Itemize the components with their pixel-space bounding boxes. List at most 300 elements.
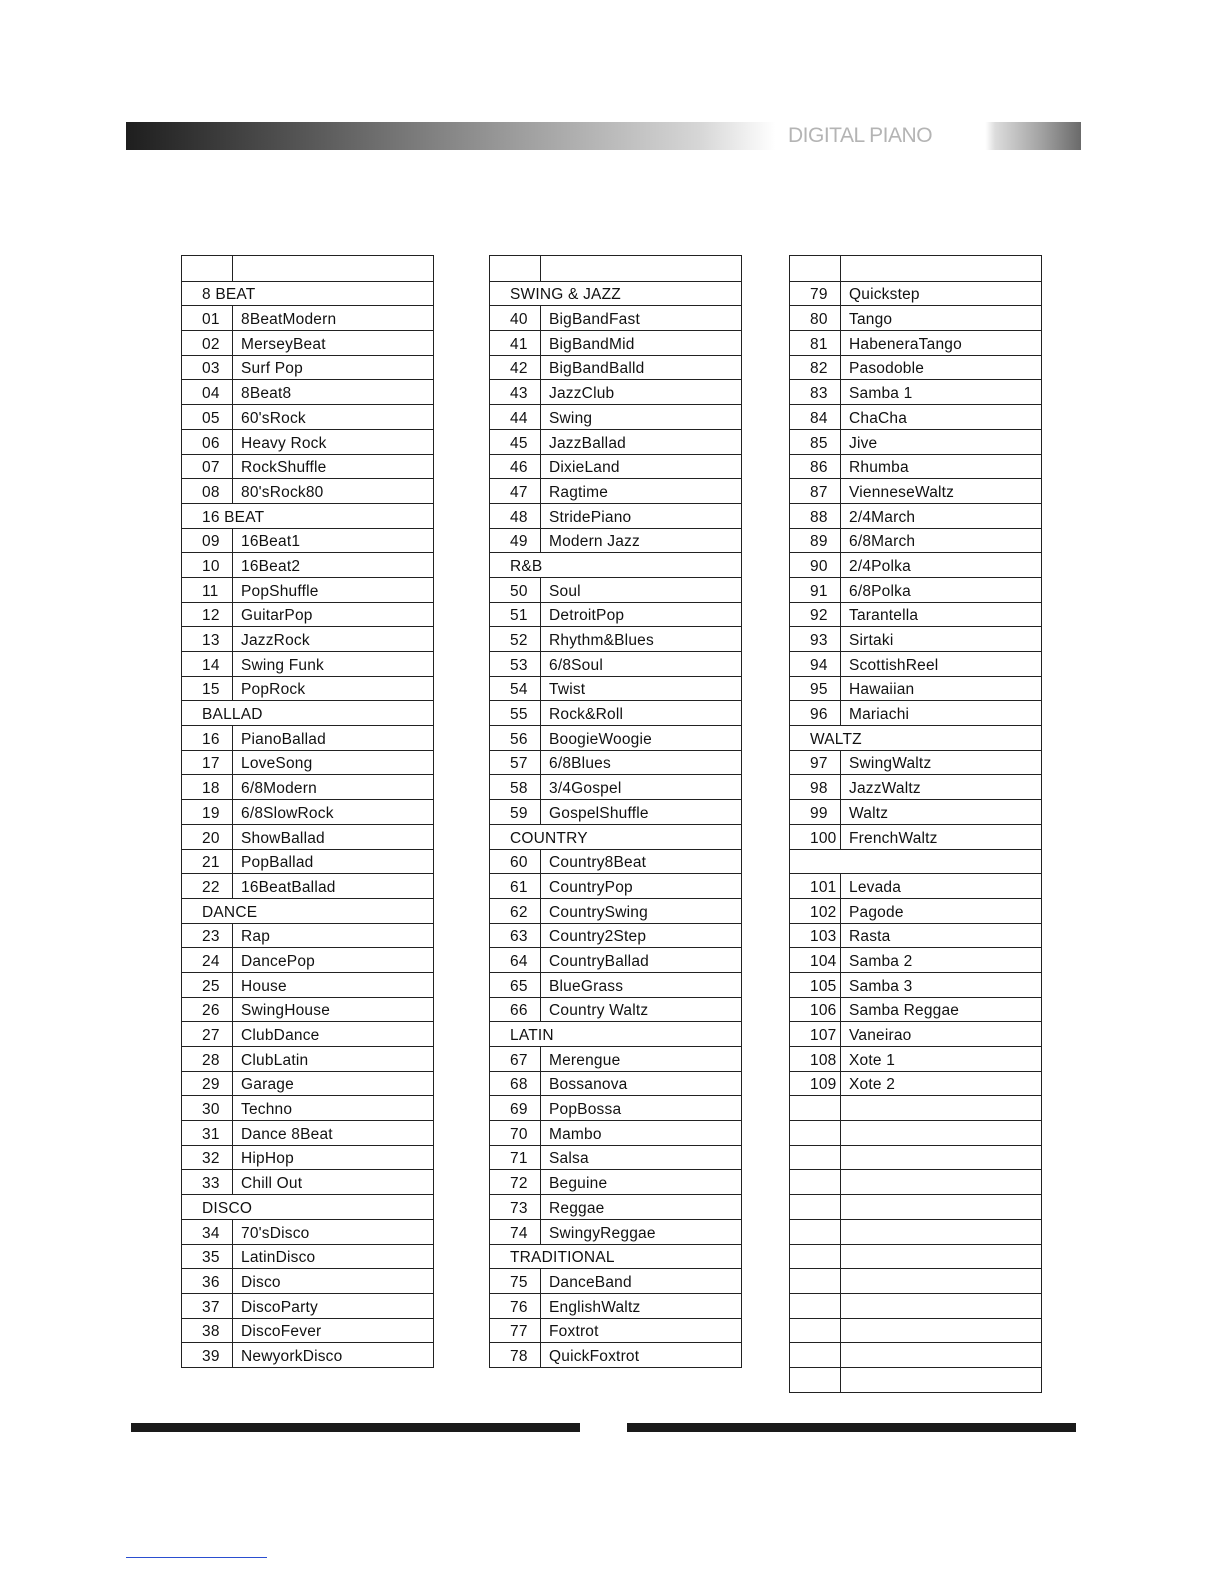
style-number: 27: [182, 1022, 233, 1046]
style-number: 107: [790, 1022, 841, 1046]
style-row: [490, 404, 741, 429]
style-table-column-2: [489, 255, 742, 1368]
style-number: 80: [790, 306, 841, 330]
style-number: 34: [182, 1220, 233, 1244]
style-name: GospelShuffle: [549, 804, 649, 822]
style-row: [182, 1095, 433, 1120]
style-name: Waltz: [849, 804, 889, 822]
style-row: [490, 1268, 741, 1293]
category-row: 16 BEAT: [182, 503, 433, 528]
style-number: 62: [490, 899, 541, 923]
style-number: 26: [182, 998, 233, 1022]
style-number: 81: [790, 331, 841, 355]
style-name: Modern Jazz: [549, 533, 640, 551]
style-row: [182, 1120, 433, 1145]
style-number: 83: [790, 380, 841, 404]
style-name: PianoBallad: [241, 730, 326, 748]
style-row: [182, 997, 433, 1022]
style-row: [790, 824, 1041, 849]
header-gradient-bar: [126, 122, 1081, 150]
style-number: 10: [182, 553, 233, 577]
style-number: 28: [182, 1047, 233, 1071]
style-number: 21: [182, 850, 233, 874]
style-name: Hawaiian: [849, 681, 915, 699]
style-name: Tarantella: [849, 607, 919, 625]
style-name: MerseyBeat: [241, 335, 326, 353]
style-name: [841, 1243, 1041, 1244]
style-number: [790, 1269, 841, 1293]
style-row: [490, 873, 741, 898]
style-number: 52: [490, 627, 541, 651]
style-row: [182, 330, 433, 355]
style-number: 73: [490, 1195, 541, 1219]
style-row: [790, 577, 1041, 602]
style-row: [790, 1194, 1041, 1219]
style-name: VienneseWaltz: [849, 483, 955, 501]
style-number: 54: [490, 677, 541, 701]
style-name: [841, 1218, 1041, 1219]
style-number: 57: [490, 751, 541, 775]
style-row: [182, 972, 433, 997]
style-number: 64: [490, 948, 541, 972]
style-number: 50: [490, 578, 541, 602]
style-number: 91: [790, 578, 841, 602]
style-row: [182, 824, 433, 849]
style-number: 63: [490, 924, 541, 948]
style-number: 98: [790, 775, 841, 799]
style-row: [790, 651, 1041, 676]
style-row: [182, 849, 433, 874]
style-name: Samba 3: [849, 977, 913, 995]
style-name: CountryBallad: [549, 952, 649, 970]
style-number: 30: [182, 1096, 233, 1120]
style-number: [490, 256, 541, 281]
style-row: [790, 898, 1041, 923]
style-number: 07: [182, 455, 233, 479]
style-name: 3/4Gospel: [549, 780, 622, 798]
style-name: Pagode: [849, 903, 904, 921]
style-row: [790, 1342, 1041, 1367]
style-name: ClubDance: [241, 1027, 320, 1044]
style-name: Swing: [549, 409, 593, 427]
style-number: 96: [790, 701, 841, 725]
style-number: 101: [790, 874, 841, 898]
style-row: [182, 552, 433, 577]
style-row: [490, 997, 741, 1022]
style-row: [490, 849, 741, 874]
style-row: [490, 947, 741, 972]
style-name: Samba 1: [849, 385, 913, 403]
style-number: 33: [182, 1170, 233, 1194]
style-row: [182, 305, 433, 330]
style-row: [490, 330, 741, 355]
category-row: DANCE: [182, 898, 433, 923]
style-row: [790, 404, 1041, 429]
style-name: BigBandBalld: [549, 360, 645, 378]
style-name: JazzWaltz: [849, 780, 921, 798]
category-row: SWING & JAZZ: [490, 281, 741, 306]
style-row: [490, 750, 741, 775]
style-name: Vaneirao: [849, 1027, 912, 1044]
style-row: [182, 602, 433, 627]
style-row: [490, 1318, 741, 1343]
style-row: [790, 1071, 1041, 1096]
style-number: 18: [182, 775, 233, 799]
category-row: R&B: [490, 552, 741, 577]
style-row: [490, 923, 741, 948]
style-number: 41: [490, 331, 541, 355]
style-name: Country Waltz: [549, 1002, 649, 1020]
style-row: [182, 1046, 433, 1071]
style-name: Techno: [241, 1101, 293, 1119]
style-number: 15: [182, 677, 233, 701]
style-name: LoveSong: [241, 755, 313, 773]
style-row: [790, 1021, 1041, 1046]
style-row: [790, 1046, 1041, 1071]
style-row: [182, 651, 433, 676]
style-name: PopBallad: [241, 854, 314, 872]
style-name: 6/8SlowRock: [241, 804, 334, 822]
style-name: Garage: [241, 1076, 294, 1094]
style-number: 53: [490, 652, 541, 676]
style-row: [790, 923, 1041, 948]
style-name: 6/8Blues: [549, 755, 611, 773]
style-row: [490, 305, 741, 330]
style-table-column-1: [181, 255, 434, 1368]
style-number: 20: [182, 825, 233, 849]
style-row: [182, 725, 433, 750]
style-row: [490, 528, 741, 553]
style-name: Bossanova: [549, 1076, 628, 1094]
style-number: 11: [182, 578, 233, 602]
style-name: Jive: [849, 434, 878, 452]
style-table-column-3: [789, 255, 1042, 1393]
style-row: [790, 1318, 1041, 1343]
style-name: EnglishWaltz: [549, 1298, 641, 1316]
style-name: Rhythm&Blues: [549, 632, 654, 649]
style-name: BigBandMid: [549, 335, 635, 353]
style-row: [182, 1169, 433, 1194]
category-row: BALLAD: [182, 700, 433, 725]
style-row: [182, 1219, 433, 1244]
style-row: [490, 651, 741, 676]
style-name: Mambo: [549, 1125, 602, 1143]
style-name: Soul: [549, 582, 581, 600]
style-name: Samba 2: [849, 952, 913, 970]
style-row: [182, 429, 433, 454]
style-row: [790, 626, 1041, 651]
style-number: 49: [490, 529, 541, 553]
style-row: [490, 626, 741, 651]
style-number: [790, 1319, 841, 1343]
style-row: [490, 577, 741, 602]
style-number: 12: [182, 603, 233, 627]
style-name: SwingyReggae: [549, 1224, 656, 1242]
style-row: [182, 1293, 433, 1318]
style-row: [490, 676, 741, 701]
style-number: 04: [182, 380, 233, 404]
style-name: Twist: [549, 681, 586, 699]
style-name: CountrySwing: [549, 903, 648, 921]
style-name: Xote 2: [849, 1076, 896, 1094]
style-number: 67: [490, 1047, 541, 1071]
style-number: 61: [490, 874, 541, 898]
style-number: 105: [790, 973, 841, 997]
style-row: [490, 1071, 741, 1096]
style-name: JazzBallad: [549, 434, 626, 452]
style-number: 40: [490, 306, 541, 330]
style-name: [841, 1366, 1041, 1367]
style-name: Disco: [241, 1273, 281, 1291]
style-name: BigBandFast: [549, 311, 640, 329]
style-row: [182, 947, 433, 972]
style-number: 85: [790, 430, 841, 454]
style-name: Salsa: [549, 1150, 589, 1168]
style-name: CountryPop: [549, 878, 633, 896]
style-number: 05: [182, 405, 233, 429]
style-number: 14: [182, 652, 233, 676]
style-number: 38: [182, 1319, 233, 1343]
style-number: 46: [490, 455, 541, 479]
style-row: [182, 1145, 433, 1170]
footer-bar-left: [131, 1423, 580, 1432]
style-number: 09: [182, 529, 233, 553]
style-number: 02: [182, 331, 233, 355]
style-row: [182, 478, 433, 503]
style-row: [182, 923, 433, 948]
style-row: [182, 1318, 433, 1343]
style-name: DanceBand: [549, 1273, 632, 1291]
style-name: Heavy Rock: [241, 434, 327, 452]
style-number: 89: [790, 529, 841, 553]
style-number: 08: [182, 479, 233, 503]
table-header-row: [182, 256, 433, 281]
style-name: NewyorkDisco: [241, 1347, 343, 1365]
style-number: 51: [490, 603, 541, 627]
style-name: ClubLatin: [241, 1051, 309, 1069]
style-number: 23: [182, 924, 233, 948]
style-number: 42: [490, 356, 541, 380]
style-row: [182, 750, 433, 775]
style-row: [490, 1219, 741, 1244]
style-number: [790, 1343, 841, 1367]
style-number: 74: [490, 1220, 541, 1244]
style-name: JazzClub: [549, 385, 615, 403]
style-name: HipHop: [241, 1150, 294, 1168]
style-name: RockShuffle: [241, 459, 327, 477]
style-row: [790, 799, 1041, 824]
style-row: [182, 873, 433, 898]
style-number: 78: [490, 1343, 541, 1367]
style-number: 103: [790, 924, 841, 948]
style-row: [790, 1095, 1041, 1120]
style-number: 102: [790, 899, 841, 923]
style-name: Country8Beat: [549, 854, 647, 872]
style-number: 22: [182, 874, 233, 898]
style-row: [790, 478, 1041, 503]
style-row: [182, 676, 433, 701]
style-number: 71: [490, 1146, 541, 1170]
style-number: 01: [182, 306, 233, 330]
style-name: Pasodoble: [849, 360, 925, 378]
style-row: [490, 799, 741, 824]
footer-bar-right: [627, 1423, 1076, 1432]
style-name: Tango: [849, 311, 893, 329]
style-number: [790, 1368, 841, 1392]
style-row: [182, 626, 433, 651]
bottom-underline: [126, 1557, 267, 1558]
style-row: [490, 774, 741, 799]
style-name: Quickstep: [849, 286, 920, 304]
style-number: 109: [790, 1072, 841, 1096]
style-name: [233, 280, 433, 281]
style-number: 92: [790, 603, 841, 627]
style-name: SwingHouse: [241, 1002, 331, 1020]
style-row: [490, 602, 741, 627]
style-row: [490, 503, 741, 528]
style-row: [790, 1145, 1041, 1170]
style-number: [182, 256, 233, 281]
style-row: [182, 1244, 433, 1269]
style-row: [182, 528, 433, 553]
style-row: [790, 454, 1041, 479]
style-name: Surf Pop: [241, 360, 303, 378]
style-row: [490, 898, 741, 923]
style-name: [841, 1341, 1041, 1342]
style-number: 93: [790, 627, 841, 651]
style-row: [790, 774, 1041, 799]
style-name: Beguine: [549, 1175, 608, 1193]
style-number: 36: [182, 1269, 233, 1293]
style-number: 16: [182, 726, 233, 750]
style-row: [790, 972, 1041, 997]
style-name: 6/8Modern: [241, 780, 317, 798]
style-number: 68: [490, 1072, 541, 1096]
style-row: [490, 379, 741, 404]
style-row: [790, 503, 1041, 528]
style-name: Levada: [849, 878, 902, 896]
style-row: [790, 1244, 1041, 1269]
style-name: Ragtime: [549, 483, 609, 501]
style-name: 60'sRock: [241, 409, 306, 427]
style-number: 31: [182, 1121, 233, 1145]
style-row: [490, 1046, 741, 1071]
style-number: 104: [790, 948, 841, 972]
style-name: 8BeatModern: [241, 311, 337, 329]
style-row: [182, 404, 433, 429]
style-row: [790, 528, 1041, 553]
style-name: SwingWaltz: [849, 755, 932, 773]
style-number: 108: [790, 1047, 841, 1071]
style-name: 6/8March: [849, 533, 916, 551]
style-number: 59: [490, 800, 541, 824]
style-row: [790, 355, 1041, 380]
style-name: DiscoFever: [241, 1323, 322, 1341]
style-row: [490, 355, 741, 380]
style-name: Swing Funk: [241, 656, 324, 674]
style-row: [182, 355, 433, 380]
style-name: Merengue: [549, 1051, 621, 1069]
style-row: [182, 1268, 433, 1293]
style-number: 88: [790, 504, 841, 528]
style-number: 77: [490, 1319, 541, 1343]
style-number: [790, 1220, 841, 1244]
style-row: [790, 602, 1041, 627]
style-number: 44: [490, 405, 541, 429]
style-number: [790, 1170, 841, 1194]
style-number: 39: [182, 1343, 233, 1367]
style-name: [841, 1168, 1041, 1169]
style-name: [541, 280, 741, 281]
style-name: Reggae: [549, 1199, 605, 1217]
style-name: 6/8Soul: [549, 656, 603, 674]
style-name: Rhumba: [849, 459, 909, 477]
style-number: 06: [182, 430, 233, 454]
style-name: Mariachi: [849, 706, 910, 724]
style-name: [841, 1391, 1041, 1392]
style-name: 70'sDisco: [241, 1224, 310, 1242]
style-row: [790, 1293, 1041, 1318]
style-row: [490, 1120, 741, 1145]
category-row: TRADITIONAL: [490, 1244, 741, 1269]
style-name: 6/8Polka: [849, 582, 911, 600]
style-name: HabeneraTango: [849, 335, 962, 353]
style-row: [182, 454, 433, 479]
style-name: Rap: [241, 928, 271, 946]
style-name: DixieLand: [549, 459, 620, 477]
style-name: 16BeatBallad: [241, 878, 336, 896]
style-name: ChaCha: [849, 409, 908, 427]
style-row: [790, 997, 1041, 1022]
style-number: 94: [790, 652, 841, 676]
style-row: [790, 281, 1041, 306]
style-name: 16Beat1: [241, 533, 301, 551]
style-row: [490, 454, 741, 479]
style-number: 97: [790, 751, 841, 775]
style-number: 79: [790, 282, 841, 306]
style-number: 48: [490, 504, 541, 528]
style-name: [841, 280, 1041, 281]
style-number: 90: [790, 553, 841, 577]
style-number: [790, 1195, 841, 1219]
style-row: [790, 1120, 1041, 1145]
style-name: LatinDisco: [241, 1249, 316, 1267]
style-name: BoogieWoogie: [549, 730, 652, 748]
style-row: [490, 725, 741, 750]
style-name: DiscoParty: [241, 1298, 318, 1316]
style-row: [490, 429, 741, 454]
style-number: 29: [182, 1072, 233, 1096]
style-row: [490, 1194, 741, 1219]
style-number: 84: [790, 405, 841, 429]
style-number: 55: [490, 701, 541, 725]
style-row: [182, 379, 433, 404]
style-row: [790, 1219, 1041, 1244]
style-name: FrenchWaltz: [849, 829, 938, 847]
style-row: [790, 552, 1041, 577]
style-name: 80'sRock80: [241, 483, 324, 501]
style-number: 37: [182, 1294, 233, 1318]
style-number: [790, 256, 841, 281]
style-number: 76: [490, 1294, 541, 1318]
style-number: 60: [490, 850, 541, 874]
style-name: ShowBallad: [241, 829, 325, 847]
style-name: PopRock: [241, 681, 306, 699]
style-number: 17: [182, 751, 233, 775]
style-row: [790, 1367, 1041, 1392]
style-row: [490, 1145, 741, 1170]
style-number: [790, 1121, 841, 1145]
